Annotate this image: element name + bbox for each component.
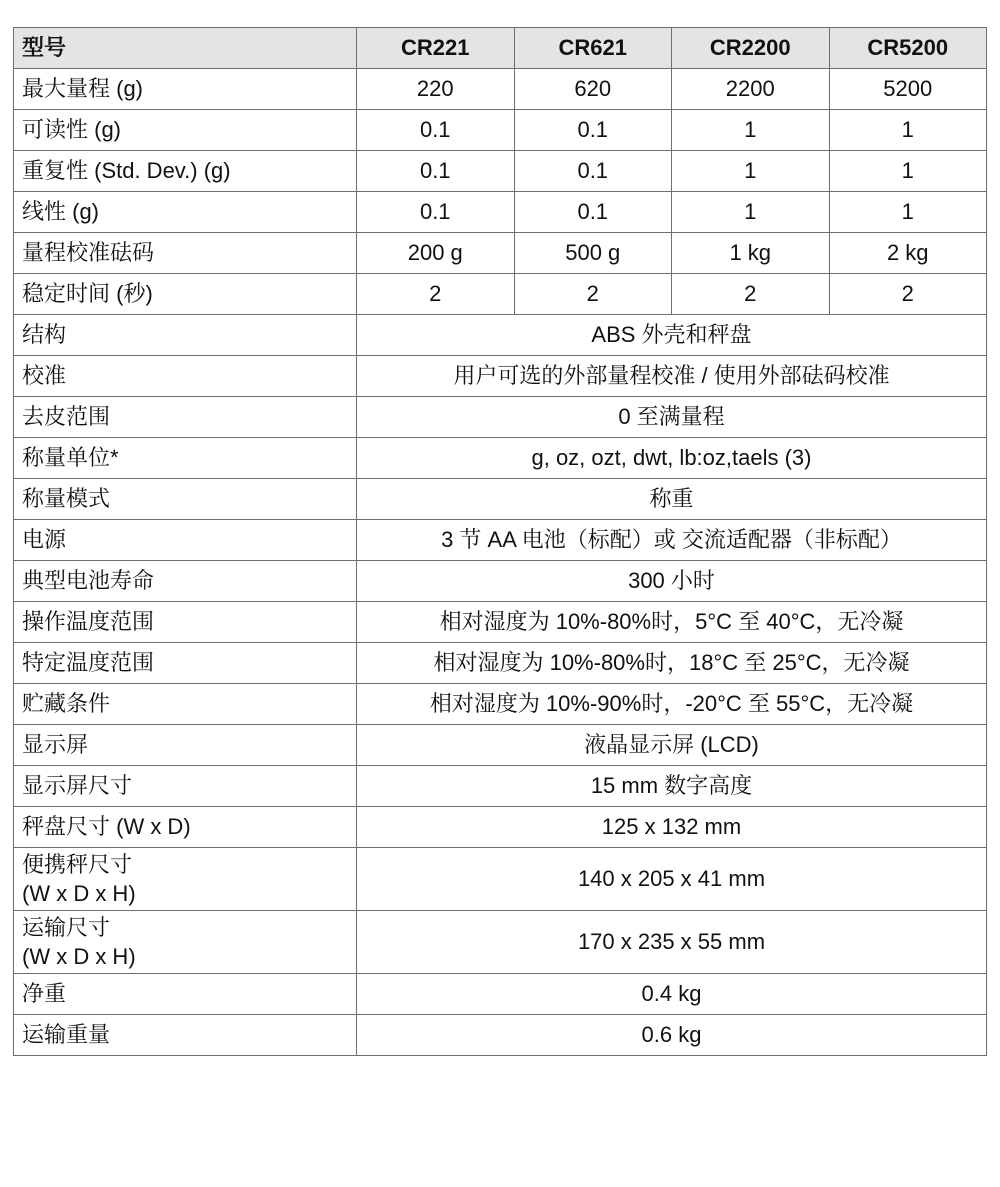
row-value: 1 — [672, 110, 830, 151]
table-row — [14, 848, 987, 911]
row-label-line: 运输尺寸 — [22, 915, 111, 940]
table-row — [14, 151, 987, 192]
row-value: g, oz, ozt, dwt, lb:oz,taels (3) — [357, 438, 987, 479]
row-label-line: (W x D x H) — [22, 881, 136, 906]
table-row — [14, 725, 987, 766]
row-label — [14, 848, 357, 911]
row-value: 220 — [357, 69, 515, 110]
table-row — [14, 766, 987, 807]
row-value: 0.1 — [357, 192, 515, 233]
table-row — [14, 69, 987, 110]
header-model: CR5200 — [829, 28, 987, 69]
row-label — [14, 911, 357, 974]
table-row — [14, 643, 987, 684]
row-label: 电源 — [14, 520, 357, 561]
table-row — [14, 684, 987, 725]
table-row — [14, 110, 987, 151]
table-row — [14, 602, 987, 643]
header-model: CR621 — [514, 28, 672, 69]
row-label: 显示屏 — [14, 725, 357, 766]
row-value: 15 mm 数字高度 — [357, 766, 987, 807]
row-value: 1 — [672, 192, 830, 233]
row-value: 0.1 — [357, 151, 515, 192]
row-label: 操作温度范围 — [14, 602, 357, 643]
table-row — [14, 807, 987, 848]
row-label: 称量模式 — [14, 479, 357, 520]
row-label: 净重 — [14, 974, 357, 1015]
table-row — [14, 561, 987, 602]
row-value: 1 kg — [672, 233, 830, 274]
row-value: 1 — [829, 192, 987, 233]
row-label-line: (W x D x H) — [22, 944, 136, 969]
table-row — [14, 520, 987, 561]
row-value: 200 g — [357, 233, 515, 274]
row-label: 最大量程 (g) — [14, 69, 357, 110]
header-model: CR221 — [357, 28, 515, 69]
row-value: 5200 — [829, 69, 987, 110]
row-value: 620 — [514, 69, 672, 110]
table-row — [14, 397, 987, 438]
header-model: CR2200 — [672, 28, 830, 69]
row-label: 稳定时间 (秒) — [14, 274, 357, 315]
table-row — [14, 233, 987, 274]
row-label: 量程校准砝码 — [14, 233, 357, 274]
row-label: 可读性 (g) — [14, 110, 357, 151]
row-value: 相对湿度为 10%-80%时，5°C 至 40°C，无冷凝 — [357, 602, 987, 643]
header-label: 型号 — [14, 28, 357, 69]
table-row — [14, 192, 987, 233]
row-value: ABS 外壳和秤盘 — [357, 315, 987, 356]
table-row — [14, 438, 987, 479]
table-header-row — [14, 28, 987, 69]
row-label: 运输重量 — [14, 1015, 357, 1056]
row-value: 0.6 kg — [357, 1015, 987, 1056]
table-row — [14, 974, 987, 1015]
row-value: 0.1 — [514, 110, 672, 151]
row-value: 2200 — [672, 69, 830, 110]
row-label: 重复性 (Std. Dev.) (g) — [14, 151, 357, 192]
row-value: 170 x 235 x 55 mm — [357, 911, 987, 974]
row-value: 用户可选的外部量程校准 / 使用外部砝码校准 — [357, 356, 987, 397]
row-label: 显示屏尺寸 — [14, 766, 357, 807]
table-row — [14, 479, 987, 520]
row-value: 1 — [829, 151, 987, 192]
row-value: 2 kg — [829, 233, 987, 274]
row-value: 0.1 — [514, 151, 672, 192]
row-value: 125 x 132 mm — [357, 807, 987, 848]
spec-table — [13, 27, 987, 1056]
row-value: 称重 — [357, 479, 987, 520]
table-row — [14, 356, 987, 397]
row-value: 300 小时 — [357, 561, 987, 602]
row-label: 秤盘尺寸 (W x D) — [14, 807, 357, 848]
row-value: 相对湿度为 10%-90%时，-20°C 至 55°C，无冷凝 — [357, 684, 987, 725]
table-row — [14, 315, 987, 356]
row-value: 2 — [514, 274, 672, 315]
row-label: 结构 — [14, 315, 357, 356]
row-label: 特定温度范围 — [14, 643, 357, 684]
row-label: 去皮范围 — [14, 397, 357, 438]
row-label-line: 便携秤尺寸 — [22, 852, 133, 877]
row-label: 线性 (g) — [14, 192, 357, 233]
row-value: 2 — [829, 274, 987, 315]
row-value: 1 — [672, 151, 830, 192]
row-value: 0.4 kg — [357, 974, 987, 1015]
row-value: 2 — [672, 274, 830, 315]
row-value: 2 — [357, 274, 515, 315]
row-value: 1 — [829, 110, 987, 151]
row-value: 3 节 AA 电池（标配）或 交流适配器（非标配） — [357, 520, 987, 561]
row-value: 相对湿度为 10%-80%时，18°C 至 25°C，无冷凝 — [357, 643, 987, 684]
row-value: 140 x 205 x 41 mm — [357, 848, 987, 911]
row-label: 称量单位* — [14, 438, 357, 479]
row-label: 贮藏条件 — [14, 684, 357, 725]
row-value: 0.1 — [514, 192, 672, 233]
row-value: 500 g — [514, 233, 672, 274]
row-value: 0 至满量程 — [357, 397, 987, 438]
row-label: 校准 — [14, 356, 357, 397]
table-row — [14, 911, 987, 974]
table-row — [14, 1015, 987, 1056]
table-row — [14, 274, 987, 315]
row-value: 液晶显示屏 (LCD) — [357, 725, 987, 766]
row-value: 0.1 — [357, 110, 515, 151]
row-label: 典型电池寿命 — [14, 561, 357, 602]
